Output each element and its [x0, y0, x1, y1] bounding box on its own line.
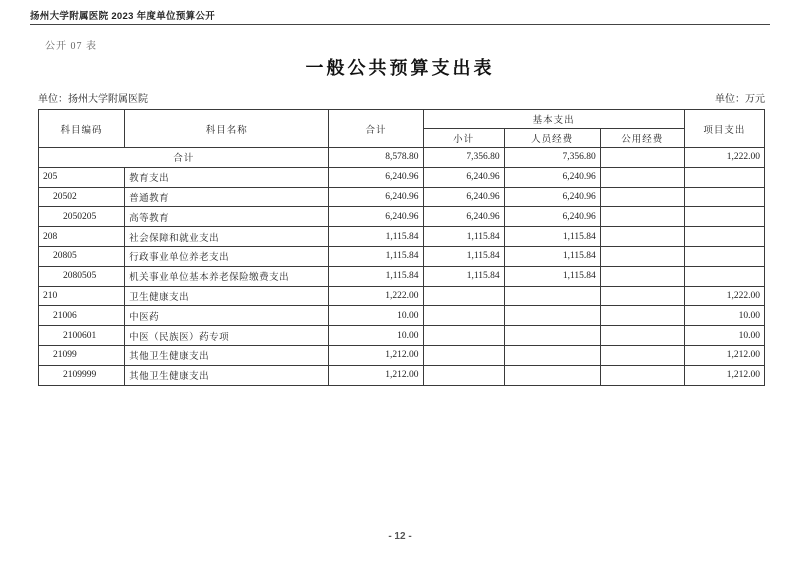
cell-basic_subtotal: 6,240.96	[423, 167, 504, 187]
table-row	[39, 246, 765, 266]
cell-total: 8,578.80	[329, 148, 423, 168]
cell-public	[600, 365, 684, 385]
cell-code: 210	[39, 286, 125, 306]
cell-personnel	[504, 306, 600, 326]
unit-name-label: 单位：扬州大学附属医院	[38, 94, 148, 105]
cell-public	[600, 345, 684, 365]
header-public: 公用经费	[600, 129, 684, 148]
cell-project: 10.00	[684, 326, 764, 346]
cell-code: 2109999	[39, 365, 125, 385]
cell-personnel	[504, 326, 600, 346]
cell-project	[684, 207, 764, 227]
cell-total: 6,240.96	[329, 167, 423, 187]
cell-project	[684, 167, 764, 187]
cell-basic_subtotal: 6,240.96	[423, 187, 504, 207]
document-header: 扬州大学附属医院 2023 年度单位预算公开	[30, 11, 216, 22]
cell-personnel: 6,240.96	[504, 207, 600, 227]
cell-code: 21099	[39, 345, 125, 365]
cell-basic_subtotal	[423, 286, 504, 306]
cell-code: 20805	[39, 246, 125, 266]
cell-name: 教育支出	[125, 167, 329, 187]
cell-public	[600, 227, 684, 247]
cell-name: 行政事业单位养老支出	[125, 246, 329, 266]
budget-table	[38, 109, 765, 386]
cell-project	[684, 246, 764, 266]
cell-personnel: 7,356.80	[504, 148, 600, 168]
cell-name: 普通教育	[125, 187, 329, 207]
header-name: 科目名称	[125, 110, 329, 148]
cell-code: 2100601	[39, 326, 125, 346]
cell-project: 1,212.00	[684, 345, 764, 365]
cell-personnel: 6,240.96	[504, 187, 600, 207]
cell-public	[600, 266, 684, 286]
cell-basic_subtotal	[423, 365, 504, 385]
cell-public	[600, 207, 684, 227]
header-total: 合计	[329, 110, 423, 148]
cell-total-label: 合计	[39, 148, 329, 168]
cell-name: 其他卫生健康支出	[125, 345, 329, 365]
cell-basic_subtotal: 1,115.84	[423, 266, 504, 286]
header-code: 科目编码	[39, 110, 125, 148]
table-header	[39, 110, 765, 148]
cell-public	[600, 286, 684, 306]
cell-personnel	[504, 345, 600, 365]
header-basic-group: 基本支出	[423, 110, 684, 129]
header-personnel: 人员经费	[504, 129, 600, 148]
cell-public	[600, 148, 684, 168]
cell-code: 2080505	[39, 266, 125, 286]
table-row	[39, 365, 765, 385]
cell-name: 机关事业单位基本养老保险缴费支出	[125, 266, 329, 286]
cell-code: 21006	[39, 306, 125, 326]
table-row	[39, 286, 765, 306]
cell-public	[600, 187, 684, 207]
cell-total: 10.00	[329, 326, 423, 346]
cell-public	[600, 167, 684, 187]
cell-project	[684, 187, 764, 207]
table-row	[39, 148, 765, 168]
table-row	[39, 167, 765, 187]
cell-code: 20502	[39, 187, 125, 207]
cell-basic_subtotal	[423, 326, 504, 346]
cell-code: 205	[39, 167, 125, 187]
cell-total: 1,212.00	[329, 345, 423, 365]
cell-project: 1,212.00	[684, 365, 764, 385]
cell-personnel	[504, 365, 600, 385]
header-divider	[30, 24, 770, 25]
header-basic-subtotal: 小计	[423, 129, 504, 148]
cell-name: 其他卫生健康支出	[125, 365, 329, 385]
cell-total: 6,240.96	[329, 207, 423, 227]
cell-personnel	[504, 286, 600, 306]
cell-total: 10.00	[329, 306, 423, 326]
cell-public	[600, 306, 684, 326]
table-row	[39, 326, 765, 346]
table-row	[39, 306, 765, 326]
table-row	[39, 227, 765, 247]
table-row	[39, 266, 765, 286]
table-sheet-label: 公开 07 表	[45, 41, 97, 52]
unit-row	[38, 90, 765, 105]
cell-basic_subtotal: 7,356.80	[423, 148, 504, 168]
cell-project: 10.00	[684, 306, 764, 326]
cell-basic_subtotal	[423, 345, 504, 365]
cell-public	[600, 326, 684, 346]
cell-project: 1,222.00	[684, 148, 764, 168]
page-number: - 12 -	[388, 531, 412, 542]
cell-name: 社会保障和就业支出	[125, 227, 329, 247]
cell-name: 中医药	[125, 306, 329, 326]
cell-personnel: 1,115.84	[504, 266, 600, 286]
cell-name: 高等教育	[125, 207, 329, 227]
cell-basic_subtotal	[423, 306, 504, 326]
table-body	[39, 148, 765, 386]
cell-name: 卫生健康支出	[125, 286, 329, 306]
cell-name: 中医（民族医）药专项	[125, 326, 329, 346]
cell-total: 1,115.84	[329, 266, 423, 286]
cell-project	[684, 227, 764, 247]
cell-public	[600, 246, 684, 266]
cell-total: 1,115.84	[329, 246, 423, 266]
table-row	[39, 207, 765, 227]
cell-basic_subtotal: 1,115.84	[423, 227, 504, 247]
cell-personnel: 6,240.96	[504, 167, 600, 187]
cell-code: 208	[39, 227, 125, 247]
cell-basic_subtotal: 1,115.84	[423, 246, 504, 266]
cell-total: 6,240.96	[329, 187, 423, 207]
page-title: 一般公共预算支出表	[305, 58, 495, 78]
cell-project: 1,222.00	[684, 286, 764, 306]
cell-total: 1,222.00	[329, 286, 423, 306]
cell-personnel: 1,115.84	[504, 246, 600, 266]
cell-code: 2050205	[39, 207, 125, 227]
cell-total: 1,212.00	[329, 365, 423, 385]
cell-personnel: 1,115.84	[504, 227, 600, 247]
unit-currency-label: 单位：万元	[715, 94, 765, 105]
cell-basic_subtotal: 6,240.96	[423, 207, 504, 227]
header-project: 项目支出	[684, 110, 764, 148]
table-row	[39, 187, 765, 207]
cell-project	[684, 266, 764, 286]
cell-total: 1,115.84	[329, 227, 423, 247]
table-row	[39, 345, 765, 365]
